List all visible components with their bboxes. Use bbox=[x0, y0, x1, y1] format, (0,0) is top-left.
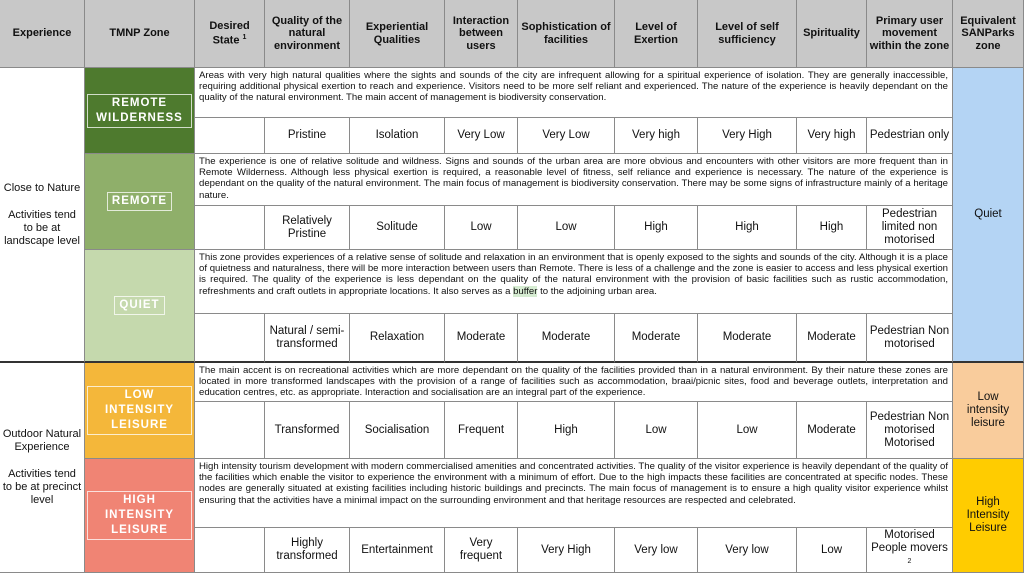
header-quality: Quality of the natural environment bbox=[265, 0, 350, 68]
exertion-cell: Low bbox=[615, 402, 698, 459]
sophistication-cell: High bbox=[518, 402, 615, 459]
self-sufficiency-cell: Very High bbox=[698, 118, 797, 154]
spirituality-cell: Moderate bbox=[797, 402, 867, 459]
self-sufficiency-cell: Low bbox=[698, 402, 797, 459]
desired-state-cell bbox=[195, 528, 265, 573]
header-experiential: Experiential Qualities bbox=[350, 0, 445, 68]
header-desired-state: Desired State $^1$ bbox=[195, 0, 265, 68]
quality-cell: Pristine bbox=[265, 118, 350, 154]
experience-outdoor-natural: Outdoor Natural Experience Activities tend to be at precinct level bbox=[0, 363, 85, 573]
movement-cell: Pedestrian Non motorised Motorised bbox=[867, 402, 953, 459]
spirituality-cell: High bbox=[797, 206, 867, 250]
experiential-cell: Isolation bbox=[350, 118, 445, 154]
sophistication-cell: Low bbox=[518, 206, 615, 250]
experiential-cell: Relaxation bbox=[350, 314, 445, 363]
header-exertion: Level of Exertion bbox=[615, 0, 698, 68]
movement-cell: Pedestrian Non motorised bbox=[867, 314, 953, 363]
experiential-cell: Socialisation bbox=[350, 402, 445, 459]
header-experience: Experience bbox=[0, 0, 85, 68]
desired-state-cell bbox=[195, 314, 265, 363]
zone-description: The main accent is on recreational activities which are more dependant on the quality of the facilities provided than in a natural environment. By their nature these zones are located in more transformed landscapes with the provision of a range of facilities such as accommodation, braai/picnic sites, food and beverage outlets, interpretation and education centres, etc. as appropriate. Interaction and socialisation are an integral part of the experience. bbox=[195, 363, 953, 402]
interaction-cell: Low bbox=[445, 206, 518, 250]
self-sufficiency-cell: High bbox=[698, 206, 797, 250]
desired-state-cell bbox=[195, 402, 265, 459]
zone-high-intensity-leisure: HIGH INTENSITY LEISURE bbox=[85, 459, 195, 573]
movement-cell: Motorised People movers $^2$ bbox=[867, 528, 953, 573]
zone-remote: REMOTE bbox=[85, 154, 195, 250]
movement-cell: Pedestrian limited non motorised bbox=[867, 206, 953, 250]
exertion-cell: Very high bbox=[615, 118, 698, 154]
quality-cell: Relatively Pristine bbox=[265, 206, 350, 250]
movement-cell: Pedestrian only bbox=[867, 118, 953, 154]
zone-description: High intensity tourism development with modern commercialised amenities and concentrated activities. The quality of the visitor experience is heavily dependant of the quality of the facilities which enable the visitor to experience the environment with a minimum of effort. Due to the high impacts these facilities are concentrated at specific nodes. These nodes are generally situated at existing facilities including historic buildings and precincts. The main focus of management is to ensure a high quality visitor experience whilst ensuring that the activities have a minimal impact on the surrounding environment and that heritage resources are respected and celebrated. bbox=[195, 459, 953, 528]
spirituality-cell: Low bbox=[797, 528, 867, 573]
experiential-cell: Solitude bbox=[350, 206, 445, 250]
equivalent-high-intensity-leisure: High Intensity Leisure bbox=[953, 459, 1024, 573]
quality-cell: Transformed bbox=[265, 402, 350, 459]
header-zone: TMNP Zone bbox=[85, 0, 195, 68]
zone-description: This zone provides experiences of a relative sense of solitude and relaxation in an environment that is openly exposed to the sights and sounds of the city. Although it is a place of quietness and naturalness, there will be more interaction between users than Remote. There is less of a challenge and the zone is easier to access and less physical exertion is required. The quality of the experience is less dependant on the quality of the natural environment with the provision of basic facilities such as rustic accommodation, refreshments and craft outlets in appropriate locations. It also serves as a buffer to the adjoining urban area. bbox=[195, 250, 953, 314]
exertion-cell: High bbox=[615, 206, 698, 250]
zone-low-intensity-leisure: LOW INTENSITY LEISURE bbox=[85, 363, 195, 459]
header-interaction: Interaction between users bbox=[445, 0, 518, 68]
sophistication-cell: Moderate bbox=[518, 314, 615, 363]
equivalent-low-intensity-leisure: Low intensity leisure bbox=[953, 363, 1024, 459]
quality-cell: Highly transformed bbox=[265, 528, 350, 573]
exertion-cell: Very low bbox=[615, 528, 698, 573]
interaction-cell: Frequent bbox=[445, 402, 518, 459]
header-sophistication: Sophistication of facilities bbox=[518, 0, 615, 68]
spirituality-cell: Very high bbox=[797, 118, 867, 154]
highlighted-word: buffer bbox=[513, 285, 538, 297]
desired-state-cell bbox=[195, 206, 265, 250]
quality-cell: Natural / semi-transformed bbox=[265, 314, 350, 363]
header-self-sufficiency: Level of self sufficiency bbox=[698, 0, 797, 68]
exertion-cell: Moderate bbox=[615, 314, 698, 363]
header-spirituality: Spirituality bbox=[797, 0, 867, 68]
interaction-cell: Moderate bbox=[445, 314, 518, 363]
desired-state-cell bbox=[195, 118, 265, 154]
experiential-cell: Entertainment bbox=[350, 528, 445, 573]
zone-description: The experience is one of relative solitude and wildness. Signs and sounds of the urban area are more obvious and encounters with other visitors are more frequent than in Remote Wilderness. Although less physical exertion is required, a reasonable level of fitness, self reliance and experience is necessary. The nature of the experience is dependant on the quality of the natural environment. The main focus of management is biodiversity conservation. There may be some signs of infrastructure mainly of a heritage nature. bbox=[195, 154, 953, 206]
header-movement: Primary user movement within the zone bbox=[867, 0, 953, 68]
zone-quiet: QUIET bbox=[85, 250, 195, 363]
self-sufficiency-cell: Very low bbox=[698, 528, 797, 573]
interaction-cell: Very Low bbox=[445, 118, 518, 154]
sophistication-cell: Very High bbox=[518, 528, 615, 573]
zone-remote-wilderness: REMOTE WILDERNESS bbox=[85, 68, 195, 154]
zone-description: Areas with very high natural qualities where the sights and sounds of the city are infrequent allowing for a spiritual experience of isolation. They are generally inaccessible, requiring additional physical exertion to reach and experience. Visitors need to be more self reliant and experienced. The nature of the experience is heavily dependant on the quality of the natural environment. The main accent of management is biodiversity conservation. bbox=[195, 68, 953, 118]
spirituality-cell: Moderate bbox=[797, 314, 867, 363]
interaction-cell: Very frequent bbox=[445, 528, 518, 573]
experience-close-to-nature: Close to Nature Activities tend to be at landscape level bbox=[0, 68, 85, 363]
header-equivalent: Equivalent SANParks zone bbox=[953, 0, 1024, 68]
self-sufficiency-cell: Moderate bbox=[698, 314, 797, 363]
equivalent-quiet: Quiet bbox=[953, 68, 1024, 363]
sophistication-cell: Very Low bbox=[518, 118, 615, 154]
